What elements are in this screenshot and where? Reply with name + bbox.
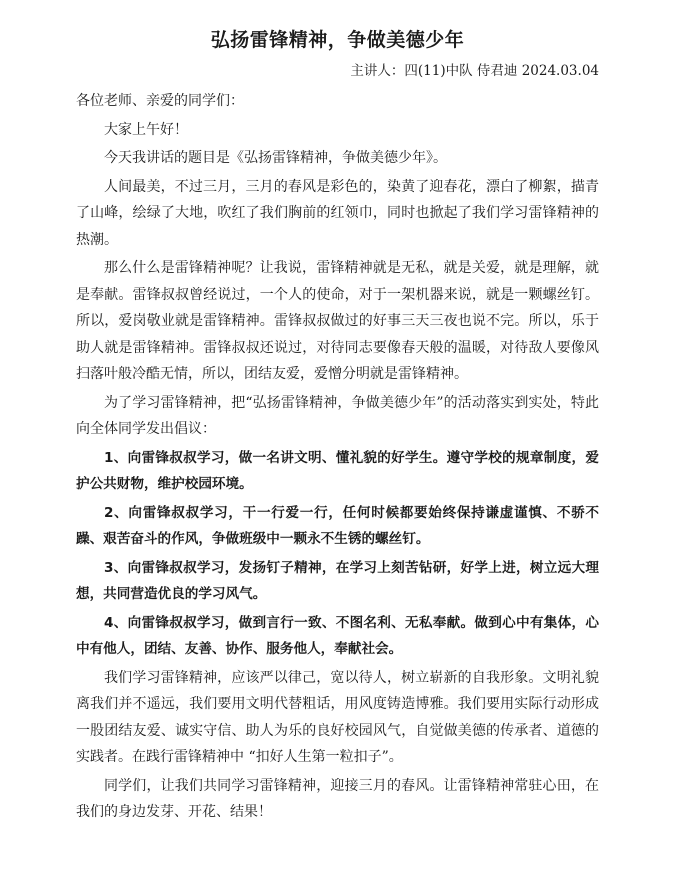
proposal-item-4: 4、向雷锋叔叔学习，做到言行一致、不图名利、无私奉献。做到心中有集体，心中有他人，团结、友善、协作、服务他人，奉献社会。 bbox=[76, 614, 599, 657]
practice-paragraph: 我们学习雷锋精神，应该严以律己，宽以待人，树立崭新的自我形象。文明礼貌离我们并不遥远，我们要用文明代替粗话，用风度铸造博雅。我们要用实际行动形成一股团结友爱、诚实守信、助人为乐的良好校园风气，自觉做美德的传承者、道德的实践者。在践行雷锋精神中 “扣好人生第一粒扣子”。 bbox=[76, 669, 599, 765]
greeting-paragraph: 各位老师、亲爱的同学们： bbox=[76, 93, 244, 109]
definition-paragraph: 那么什么是雷锋精神呢？让我说，雷锋精神就是无私，就是关爱，就是理解，就是奉献。雷锋叔叔曾经说过，一个人的使命，对于一架机器来说，就是一颗螺丝钉。所以，爱岗敬业就是雷锋精神。雷锋叔叔做过的好事三天三夜也说不完。所以，乐于助人就是雷锋精神。雷锋叔叔还说过，对待同志要像春天般的温暖，对待敌人要像风扫落叶般冷酷无情，所以，团结友爱，爱憎分明就是雷锋精神。 bbox=[76, 260, 599, 382]
proposal-item-3: 3、向雷锋叔叔学习，发扬钉子精神，在学习上刻苦钻研，好学上进，树立远大理想，共同营造优良的学习风气。 bbox=[76, 559, 599, 602]
proposal-item-2: 2、向雷锋叔叔学习，干一行爱一行，任何时候都要始终保持谦虚谨慎、不骄不躁、艰苦奋斗的作风，争做班级中一颗永不生锈的螺丝钉。 bbox=[76, 504, 599, 547]
proposal-intro-paragraph: 为了学习雷锋精神，把“弘扬雷锋精神，争做美德少年”的活动落实到实处，特此向全体同学发出倡议： bbox=[76, 394, 599, 437]
salutation-paragraph: 大家上午好！ bbox=[104, 121, 188, 138]
topic-paragraph: 今天我讲话的题目是《弘扬雷锋精神，争做美德少年》。 bbox=[104, 150, 447, 166]
proposal-item-1: 1、向雷锋叔叔学习，做一名讲文明、懂礼貌的好学生。遵守学校的规章制度，爱护公共财物，维护校园环境。 bbox=[76, 449, 599, 492]
page-title: 弘扬雷锋精神，争做美德少年 bbox=[210, 29, 465, 51]
speaker-line: 主讲人：四(11)中队 侍君迪 2024.03.04 bbox=[350, 63, 599, 79]
closing-paragraph: 同学们，让我们共同学习雷锋精神，迎接三月的春风。让雷锋精神常驻心田，在我们的身边发芽、开花、结果！ bbox=[76, 777, 599, 820]
spring-paragraph: 人间最美，不过三月，三月的春风是彩色的，染黄了迎春花，漂白了柳絮，描青了山峰，绘绿了大地，吹红了我们胸前的红领巾，同时也掀起了我们学习雷锋精神的热潮。 bbox=[76, 178, 599, 248]
